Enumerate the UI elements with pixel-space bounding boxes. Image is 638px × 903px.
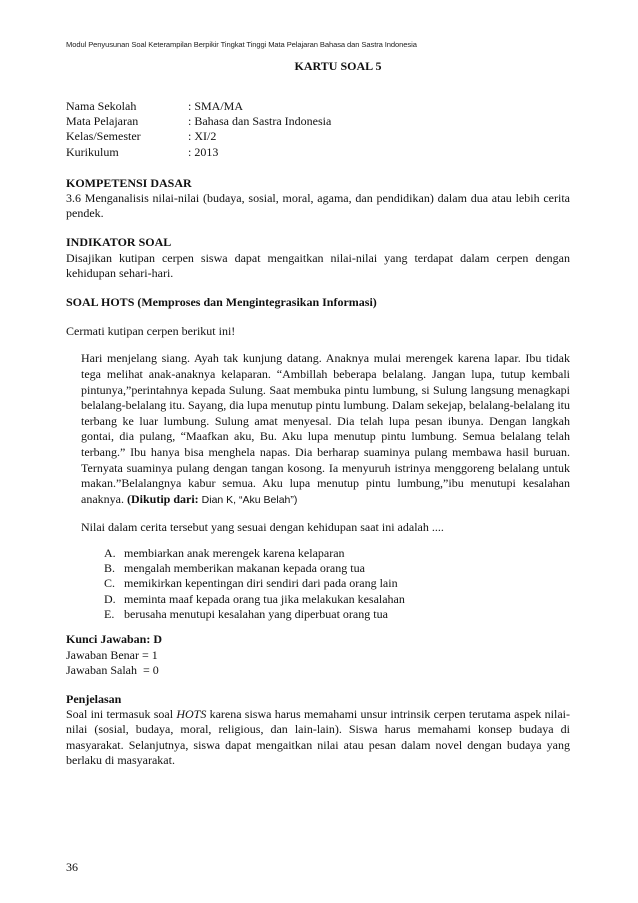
score-correct: Jawaban Benar = 1 [66, 647, 158, 662]
option-text: membiarkan anak merengek karena kelaparan [124, 545, 345, 560]
soal-heading: SOAL HOTS (Memproses dan Mengintegrasikan Informasi) [66, 294, 377, 309]
option-b [104, 561, 570, 576]
identity-value: : XI/2 [188, 129, 217, 144]
option-a [104, 546, 570, 561]
option-text: mengalah memberikan makanan kepada orang tua [124, 560, 365, 575]
identity-table [66, 99, 570, 160]
indikator-text: Disajikan kutipan cerpen siswa dapat mengaitkan nilai-nilai yang terdapat dalam cerpen dengan kehidupan sehari-hari. [66, 250, 570, 280]
identity-value: : 2013 [188, 144, 219, 159]
option-text: berusaha menutupi kesalahan yang diperbuat orang tua [124, 607, 388, 622]
identity-key: Mata Pelajaran [66, 114, 139, 129]
source-citation: Dian K, “Aku Belah”) [201, 493, 298, 506]
kd-text: 3.6 Menganalisis nilai-nilai (budaya, sosial, moral, agama, dan pendidikan) dalam dua atau lebih cerita pendek. [66, 190, 570, 221]
indikator-heading: INDIKATOR SOAL [66, 235, 172, 250]
explanation-text [66, 707, 570, 768]
option-text: meminta maaf kepada orang tua jika melakukan kesalahan [124, 591, 405, 606]
question-text: Nilai dalam cerita tersebut yang sesuai dengan kehidupan saat ini adalah .... [81, 520, 444, 535]
story-excerpt [81, 351, 570, 508]
identity-value: : Bahasa dan Sastra Indonesia [188, 114, 332, 129]
identity-row-school [66, 99, 570, 114]
explanation-heading: Penjelasan [66, 692, 122, 707]
option-letter: B. [104, 560, 116, 575]
identity-key: Nama Sekolah [66, 99, 137, 113]
page-number: 36 [66, 860, 78, 874]
explanation-hots: HOTS [176, 707, 207, 722]
option-letter: C. [104, 576, 116, 591]
option-e [104, 607, 570, 622]
option-letter: E. [104, 607, 115, 622]
instruction: Cermati kutipan cerpen berikut ini! [66, 324, 236, 339]
identity-key: Kurikulum [66, 144, 119, 159]
source-label: (Dikutip dari: [126, 491, 199, 506]
option-text: memikirkan kepentingan diri sendiri dari pada orang lain [124, 576, 398, 591]
options-list [104, 546, 570, 623]
explanation-post: karena siswa harus memahami unsur intrinsik cerpen terutama aspek nilai-nilai (sosial, budaya, moral, religious, dan lain-lain). Siswa harus memahami konsep budaya di masyarakat. Selanjutnya, siswa dapat mengaitkan nilai atau pesan dalam novel dengan budaya yang berlaku di masyarakat. [66, 707, 571, 767]
option-letter: A. [104, 545, 116, 560]
running-header: Modul Penyusunan Soal Keterampilan Berpikir Tingkat Tinggi Mata Pelajaran Bahasa dan Sastra Indonesia [66, 40, 417, 49]
answer-key-heading: Kunci Jawaban: D [66, 632, 163, 647]
kd-heading: KOMPETENSI DASAR [66, 175, 192, 190]
option-c [104, 576, 570, 591]
story-text: Hari menjelang siang. Ayah tak kunjung datang. Anaknya mulai merengek karena lapar. Ibu tidak tega melihat anak-anaknya kelaparan. “Ambillah beberapa belalang. Jangan lupa, tutup kembali pintunya,”perintahnya kepada Sulung. Saat membuka pintu lumbung, si Sulung langsung menagkapi belalang-belalang itu. Sayang, dia lupa menutup pintu lumbung. Dalam sekejap, belalang-belalang itu terbang ke luar lumbung. Sulung amat menyesal. Dia telah lupa pesan ibunya. Dengan langkah gontai, dia pulang, “Maafkan aku, Bu. Aku lupa menutup pintu lumbung. Semua belalang telah terbang.” Ibu hanya bisa menghela napas. Dia berharap suaminya pulang membawa hasil buruan. Ternyata suaminya pulang dengan tangan kosong. Ia menyuruh istrinya menggoreng belalang untuk makan.”Belalangnya kabur semua. Aku lupa menutup pintu lumbung,”ibu menutupi kesalahan anaknya. [81, 351, 570, 506]
identity-value: : SMA/MA [188, 99, 244, 113]
identity-row-class [66, 129, 570, 144]
option-letter: D. [104, 591, 116, 606]
document-content [66, 99, 570, 768]
score-wrong: Jawaban Salah = 0 [66, 662, 159, 677]
card-title-wrap [0, 59, 638, 74]
identity-row-subject [66, 114, 570, 129]
identity-key: Kelas/Semester [66, 129, 141, 144]
explanation-pre: Soal ini termasuk soal [66, 707, 174, 722]
option-d [104, 592, 570, 607]
identity-row-curriculum [66, 145, 570, 160]
card-title: KARTU SOAL 5 [294, 59, 382, 73]
